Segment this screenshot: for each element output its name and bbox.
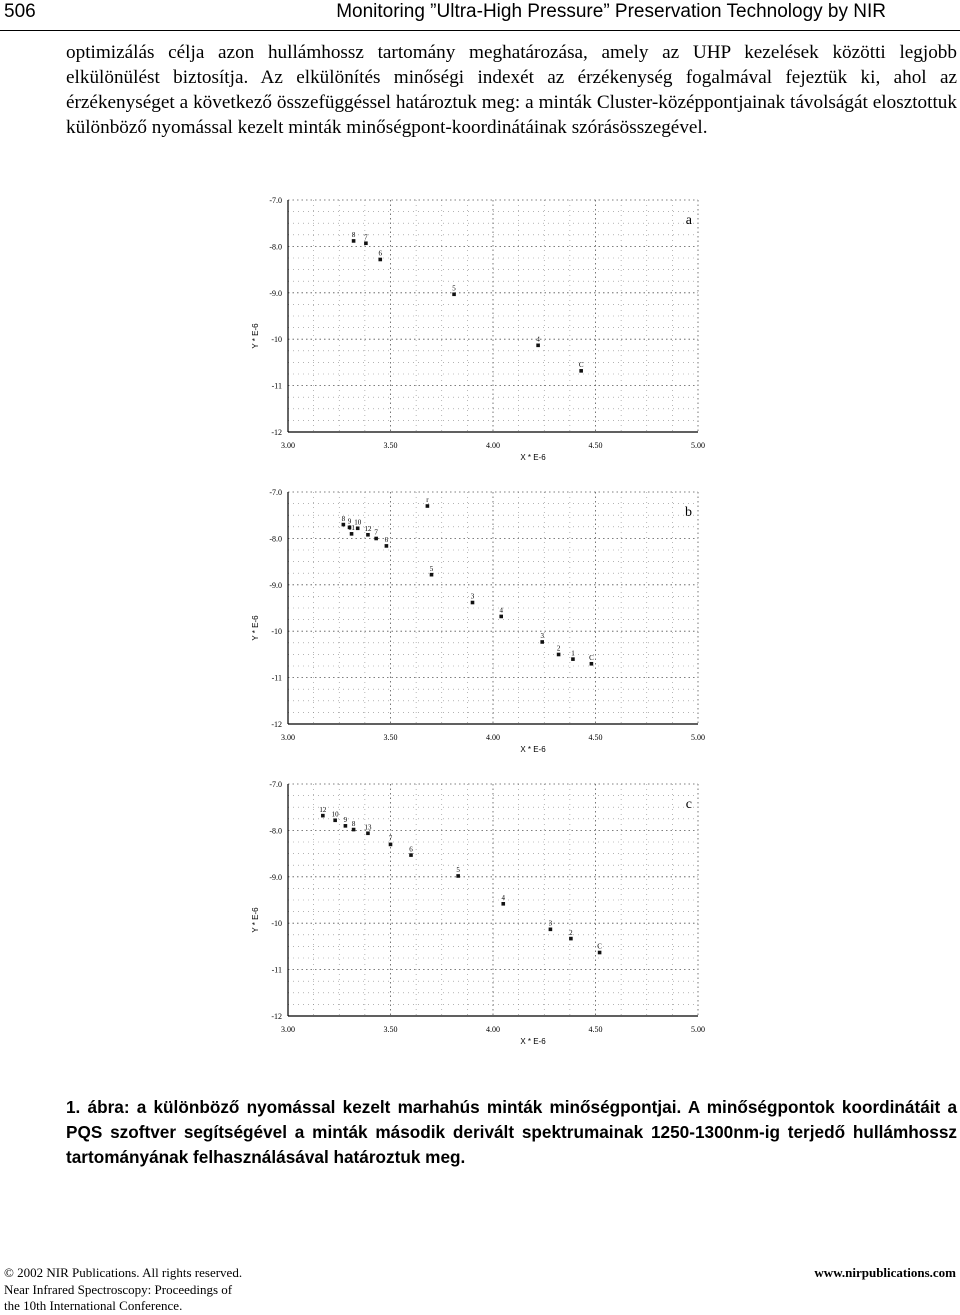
panel-a-point-label: C: [578, 361, 584, 370]
panel-b-letter: b: [685, 505, 692, 520]
panel-a-point-label: 6: [378, 249, 382, 258]
panel-c-point-label: 9: [343, 816, 348, 825]
panel-c-letter: c: [685, 797, 692, 812]
panel-c-point-label: 7: [388, 834, 393, 843]
panel-c-point-marker: [389, 843, 393, 847]
panel-b-point-marker: [471, 601, 475, 605]
panel-a-point-marker: [579, 369, 583, 373]
panel-b-point-label: 12: [364, 524, 372, 533]
panel-c-y-tick-label: -9.0: [269, 872, 282, 882]
panel-c-x-tick-label: 5.00: [691, 1025, 705, 1034]
panel-b-point-label: 11: [348, 524, 355, 533]
panel-c-point-marker: [456, 874, 460, 878]
panel-a-y-tick-label: -7.0: [269, 196, 282, 205]
footer-website: www.nirpublications.com: [814, 1265, 956, 1280]
panel-c-point-label: 2: [569, 928, 573, 937]
panel-a-y-tick-label: -9.0: [269, 288, 282, 298]
panel-b-point-label: 10: [354, 518, 362, 527]
panel-c-point-label: 3: [548, 919, 553, 928]
panel-c-y-tick-label: -10: [271, 919, 282, 929]
panel-c-point-marker: [344, 824, 348, 828]
panel-b-point-marker: [374, 537, 378, 541]
panel-a-x-tick-label: 5.00: [691, 441, 705, 450]
panel-b-point-label: r: [426, 496, 429, 505]
panel-b-x-tick-label: 4.00: [486, 733, 500, 742]
panel-c-y-tick-label: -11: [271, 965, 282, 975]
panel-b-x-tick-label: 5.00: [691, 733, 705, 742]
page-number: 506: [4, 1, 36, 22]
page-footer: [0, 1262, 960, 1312]
caption-text: a különböző nyomással kezelt marhahús minták minőségpontjai. A minőségpontok koordinátáit a PQS szoftver segítségével a minták második derivált spektrumainak 1250-1300nm-ig terjedő hullámhossz tartományának felhasználásával határoztuk meg.: [66, 1097, 958, 1167]
footer-proceedings-line1: Near Infrared Spectroscopy: Proceedings of: [4, 1281, 233, 1297]
panel-b-point-marker: [430, 573, 434, 577]
panel-a-x-tick-label: 3.50: [383, 441, 398, 450]
panel-b-point-marker: [385, 544, 389, 548]
panel-b-point-marker: [571, 657, 575, 661]
panel-c-point-marker: [321, 814, 325, 818]
panel-c-x-tick-label: 4.50: [588, 1025, 603, 1034]
panel-a-letter: a: [685, 213, 692, 228]
panel-a-x-tick-label: 3.00: [281, 441, 295, 450]
panel-c-x-tick-label: 3.50: [383, 1025, 398, 1034]
panel-a-x-tick-label: 4.50: [588, 441, 603, 450]
figure-caption: [66, 1095, 957, 1170]
panel-c-y-tick-label: -8.0: [269, 826, 282, 836]
panel-c-y-axis-label: Y * E-6: [251, 907, 260, 933]
panel-a-y-tick-label: -8.0: [269, 242, 282, 252]
running-title: Monitoring ”Ultra-High Pressure” Preservation Technology by NIR: [336, 1, 886, 22]
panel-a-point-label: 4: [536, 335, 540, 344]
panel-c-point-marker: [409, 853, 413, 857]
panel-c-y-tick-label: -12: [271, 1012, 282, 1021]
panel-b-point-label: 4: [499, 606, 503, 615]
panel-b-point-label: 8: [341, 514, 346, 523]
panel-b-y-tick-label: -10: [271, 627, 282, 637]
panel-b-point-marker: [366, 533, 370, 537]
panel-b-point-marker: [557, 653, 561, 657]
panel-b-y-tick-label: -9.0: [269, 580, 282, 590]
panel-b-point-marker: [342, 523, 346, 527]
panel-a-point-label: 8: [351, 231, 356, 240]
panel-c-point-label: 4: [501, 894, 505, 902]
panel-a-x-axis-label: X * E-6: [520, 453, 546, 462]
panel-c-point-marker: [366, 831, 370, 835]
panel-c-point-label: 6: [409, 845, 413, 854]
panel-b-point-label: 1: [571, 649, 575, 658]
panel-b-point-label: 3: [470, 592, 475, 601]
panel-b-point-marker: [350, 532, 354, 536]
panel-a-point-marker: [452, 292, 456, 296]
panel-b-x-tick-label: 3.50: [383, 733, 398, 742]
panel-b-point-label: 7: [374, 528, 378, 537]
panel-c-point-label: 5: [456, 866, 460, 875]
panel-c-x-tick-label: 3.00: [281, 1025, 295, 1034]
panel-b-x-tick-label: 3.00: [281, 733, 295, 742]
panel-c-point-marker: [598, 951, 602, 955]
panel-b-point-marker: [426, 504, 430, 508]
panel-c-point-label: C: [597, 942, 602, 951]
panel-c-x-axis-label: X * E-6: [520, 1037, 546, 1046]
panel-c-point-label: 13: [364, 823, 372, 832]
panel-b-point-marker: [590, 662, 594, 666]
footer-left: [4, 1265, 242, 1315]
panel-b-y-tick-label: -7.0: [269, 488, 282, 497]
panel-b-y-tick-label: -12: [271, 720, 282, 729]
panel-b-point-label: 3: [540, 632, 544, 641]
page-header: [0, 0, 960, 31]
panel-c-point-marker: [569, 937, 573, 941]
panel-a-y-tick-label: -10: [271, 335, 282, 345]
panel-b-point-marker: [356, 526, 360, 530]
panel-b-x-tick-label: 4.50: [588, 733, 603, 742]
panel-c-point-label: 12: [319, 805, 327, 814]
panel-c-point-label: 8: [351, 819, 356, 828]
panel-b-point-label: C: [589, 653, 594, 662]
panel-b-point-label: 9: [347, 517, 352, 526]
panel-a-point-label: 5: [452, 284, 456, 293]
panel-a-point-marker: [378, 258, 382, 262]
panel-b-point-label: 6: [384, 536, 389, 545]
panel-a-y-tick-label: -11: [271, 381, 282, 391]
panel-b-point-label: 5: [429, 564, 434, 573]
panel-b-point-marker: [540, 640, 544, 644]
panel-b-y-axis-label: Y * E-6: [251, 615, 260, 641]
panel-c-x-tick-label: 4.00: [486, 1025, 500, 1034]
panel-c-point-marker: [333, 818, 337, 822]
panel-a-point-marker: [536, 344, 540, 348]
panel-a-x-tick-label: 4.00: [486, 441, 500, 450]
panel-b-point-marker: [499, 615, 503, 619]
footer-proceedings-line2: the 10th International Conference.: [4, 1298, 183, 1313]
panel-b-y-tick-label: -11: [271, 673, 282, 683]
panel-a-point-marker: [364, 241, 368, 245]
footer-copyright: © 2002 NIR Publications. All rights reserved.: [4, 1265, 243, 1280]
panel-a-point-label: 7: [364, 233, 368, 242]
panel-b-x-axis-label: X * E-6: [520, 745, 546, 754]
panel-c-point-marker: [501, 902, 505, 906]
panel-a-point-marker: [352, 239, 356, 243]
panel-c-y-tick-label: -7.0: [269, 780, 282, 789]
caption-label: 1. ábra:: [66, 1097, 130, 1117]
panel-a-y-axis-label: Y * E-6: [251, 323, 260, 349]
panel-a-y-tick-label: -12: [271, 428, 282, 437]
panel-c-point-marker: [549, 928, 553, 932]
body-paragraph: optimizálás célja azon hullámhossz tartomány meghatározása, amely az UHP kezelések közötti legjobb elkülönülést biztosítja. Az elkülönítés minőségi indexét az érzékenység fogalmával fejeztük ki, ahol az érzékenységet a következő összefüggéssel határoztuk meg: a minták Cluster-középpontjainak távolságát elosztottuk különböző nyomással kezelt minták minőségpont-koordinátáinak szórásösszegével.: [66, 42, 957, 138]
panel-b-point-label: 2: [556, 644, 561, 653]
panel-c-point-marker: [352, 828, 356, 832]
figure-1: [240, 182, 720, 1072]
figure-1-svg: [240, 182, 720, 1072]
panel-b-y-tick-label: -8.0: [269, 534, 282, 544]
panel-c-point-label: 10: [331, 810, 339, 819]
